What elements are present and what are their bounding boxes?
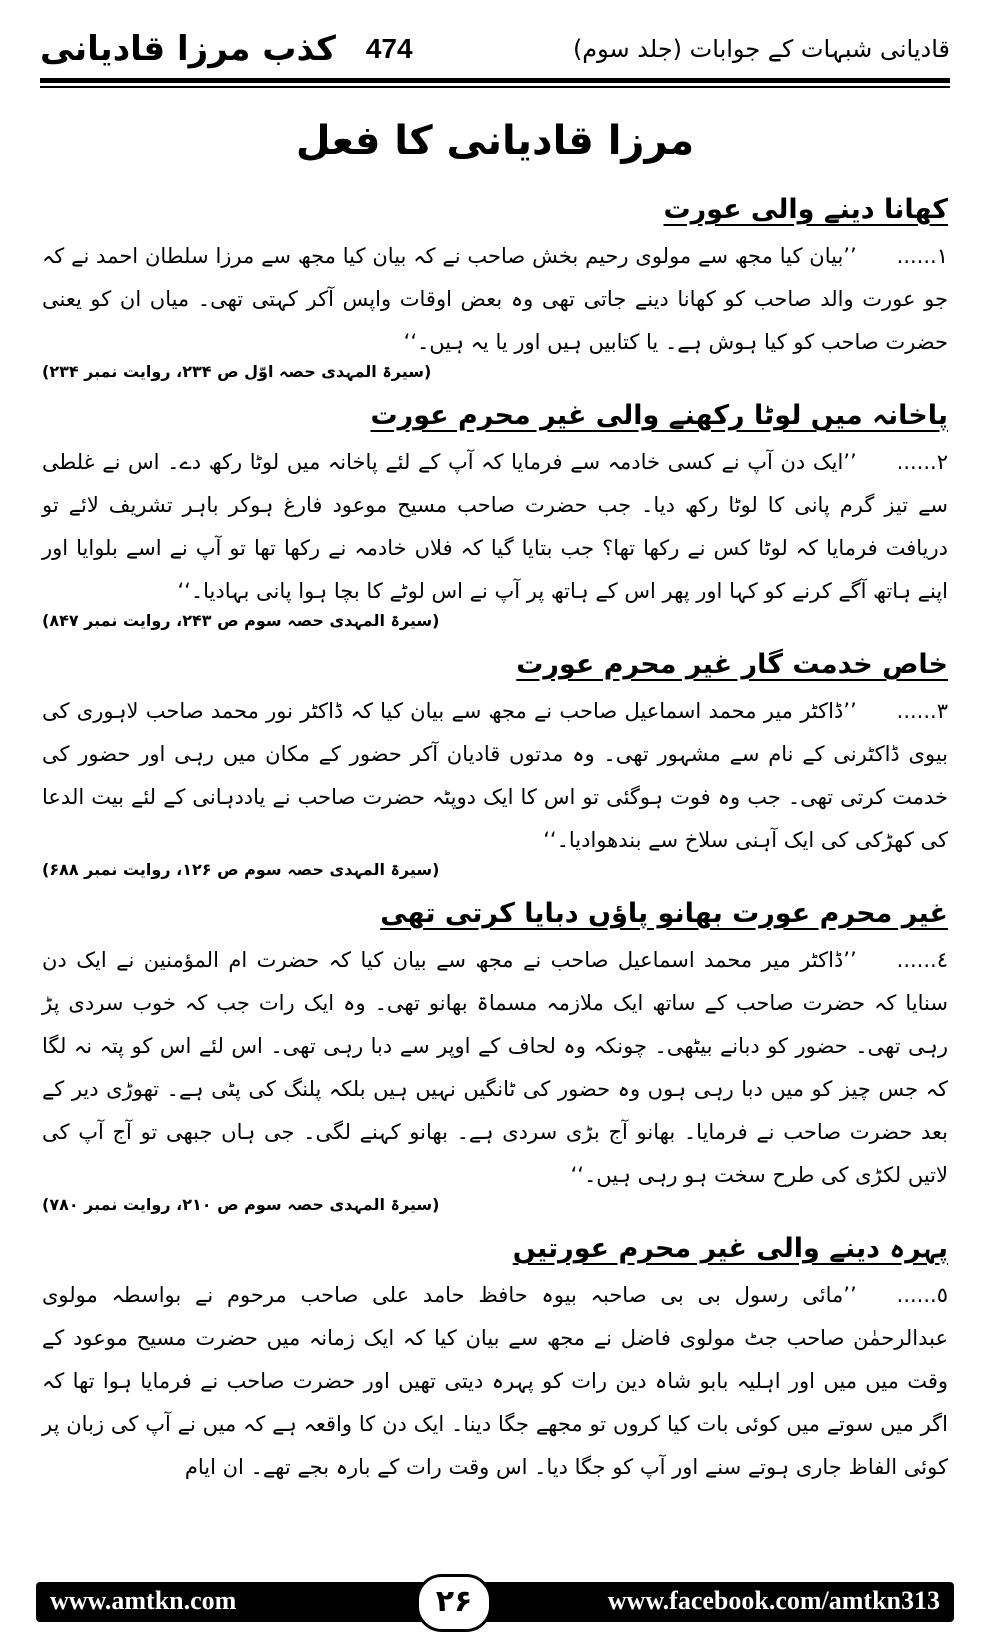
book-title: قادیانی شبہات کے جوابات (جلد سوم) [572,35,950,63]
item-number: ٢...... [896,450,948,474]
header-rule-thin [40,86,950,88]
section-body [42,235,948,386]
main-title: مرزا قادیانی کا فعل [295,118,695,164]
footer-page-number: ۲۶ [416,1574,492,1632]
page-header [40,26,950,72]
chapter-title: کذب مرزا قادیانی [40,29,336,69]
reference: (سیرۃ المہدی حصہ سوم ص ۲۱۰، روایت نمبر ۷۸۰) [42,1195,440,1214]
header-rule [40,78,950,83]
section-1 [42,194,948,386]
reference: (سیرۃ المہدی حصہ سوم ص ۱۲۶، روایت نمبر ۶۸۸) [42,860,440,879]
item-number: ٤...... [896,948,948,972]
narration-text: ’’ڈاکٹر میر محمد اسماعیل صاحب نے مجھ سے بیان کیا کہ حضرت ام المؤمنین نے ایک دن سنایا کہ حضرت صاحب کے ساتھ ایک ملازمہ مسماۃ بھانو تھی۔ وہ ایک رات جب کہ خوب سردی پڑ رہی تھی۔ حضور کو دبانے بیٹھی۔ چونکہ وہ لحاف کے اوپر سے دبا رہی تھی۔ اس لئے اس کو پتہ نہ لگا کہ جس چیز کو میں دبا رہی ہوں وہ حضور کی ٹانگیں نہیں ہیں بلکہ پلنگ کی پٹی ہے۔ تھوڑی دیر کے بعد حضرت صاحب نے فرمایا۔ بھانو آج بڑی سردی ہے۔ بھانو کہنے لگی۔ جی ہاں جبھی تو آج آپ کی لاتیں لکڑی کی طرح سخت ہو رہی ہیں۔‘‘ [42,948,948,1187]
section-body [42,1274,948,1489]
narration-text: ’’ایک دن آپ نے کسی خادمہ سے فرمایا کہ آپ کے لئے پاخانہ میں لوٹا رکھ دے۔ اس نے غلطی سے تیز گرم پانی کا لوٹا رکھ دیا۔ جب حضرت صاحب مسیح موعود فارغ ہوکر باہر تشریف لائے تو دریافت فرمایا کہ لوٹا کس نے رکھا تھا؟ جب بتایا گیا کہ فلاں خادمہ نے رکھا تھا تو آپ نے اسے بلوایا اور اپنے ہاتھ آگے کرنے کو کہا اور پھر اس کے ہاتھ پر آپ نے اس لوٹے کا بچا ہوا پانی بہادیا۔‘‘ [42,450,948,603]
narration-text: ’’مائی رسول بی بی صاحبہ بیوہ حافظ حامد علی صاحب مرحوم نے بواسطہ مولوی عبدالرحمٰن صاحب جٹ مولوی فاضل نے مجھ سے بیان کیا کہ ایک زمانہ میں حضرت مسیح موعود کے وقت میں میں اور اہلیہ بابو شاہ دین رات کو پہرہ دیتی تھیں اور حضرت صاحب نے فرمایا ہوا تھا کہ اگر میں سوتے میں کوئی بات کیا کروں تو مجھے جگا دینا۔ ایک دن کا واقعہ ہے کہ میں نے آپ کی زبان پر کوئی الفاظ جاری ہوتے سنے اور آپ کو جگا دیا۔ اس وقت رات کے بارہ بجے تھے۔ ان ایام [42,1283,948,1479]
narration-text: ’’بیان کیا مجھ سے مولوی رحیم بخش صاحب نے کہ بیان کیا مجھ سے مرزا سلطان احمد نے کہ جو عورت والد صاحب کو کھانا دینے جاتی تھی وہ بعض اوقات واپس آکر کہتی تھی۔ میاں ان کو یعنی حضرت صاحب کو کیا ہوش ہے۔ یا کتابیں ہیں اور یا یہ ہیں۔‘‘ [42,244,948,354]
section-body [42,690,948,884]
section-heading: خاص خدمت گار غیر محرم عورت [516,649,948,680]
page-footer [36,1582,954,1622]
item-number: ٣...... [896,699,948,723]
website-link[interactable]: www.amtkn.com [50,1586,237,1615]
page-number: 474 [365,33,413,64]
section-heading: کھانا دینے والی عورت [663,194,948,225]
section-3 [42,649,948,884]
section-body [42,441,948,635]
section-2 [42,400,948,635]
section-heading: پاخانہ میں لوٹا رکھنے والی غیر محرم عورت [370,400,948,431]
reference: (سیرۃ المہدی حصہ اوّل ص ۲۳۴، روایت نمبر ۲۳۴) [42,362,432,381]
section-body [42,939,948,1219]
section-heading: غیر محرم عورت بھانو پاؤں دبایا کرتی تھی [380,898,948,929]
section-4 [42,898,948,1219]
section-5 [42,1233,948,1489]
item-number: ٥...... [896,1283,948,1307]
narration-text: ’’ڈاکٹر میر محمد اسماعیل صاحب نے مجھ سے بیان کیا کہ ڈاکٹر نور محمد صاحب لاہوری کی بیوی ڈاکٹرنی کے نام سے مشہور تھی۔ وہ مدتوں قادیان آکر حضور کے مکان میں رہی اور حضور کی خدمت کرتی تھی۔ جب وہ فوت ہوگئی تو اس کا ایک دوپٹہ حضرت صاحب نے یاددہانی کے لئے بیت الدعا کی کھڑکی کی ایک آہنی سلاخ سے بندھوادیا۔‘‘ [42,699,948,852]
section-heading: پہرہ دینے والی غیر محرم عورتیں [512,1233,948,1264]
content [42,180,948,1497]
item-number: ١...... [896,244,948,268]
reference: (سیرۃ المہدی حصہ سوم ص ۲۴۳، روایت نمبر ۸۴۷) [42,611,440,630]
facebook-link[interactable]: www.facebook.com/amtkn313 [607,1586,940,1615]
